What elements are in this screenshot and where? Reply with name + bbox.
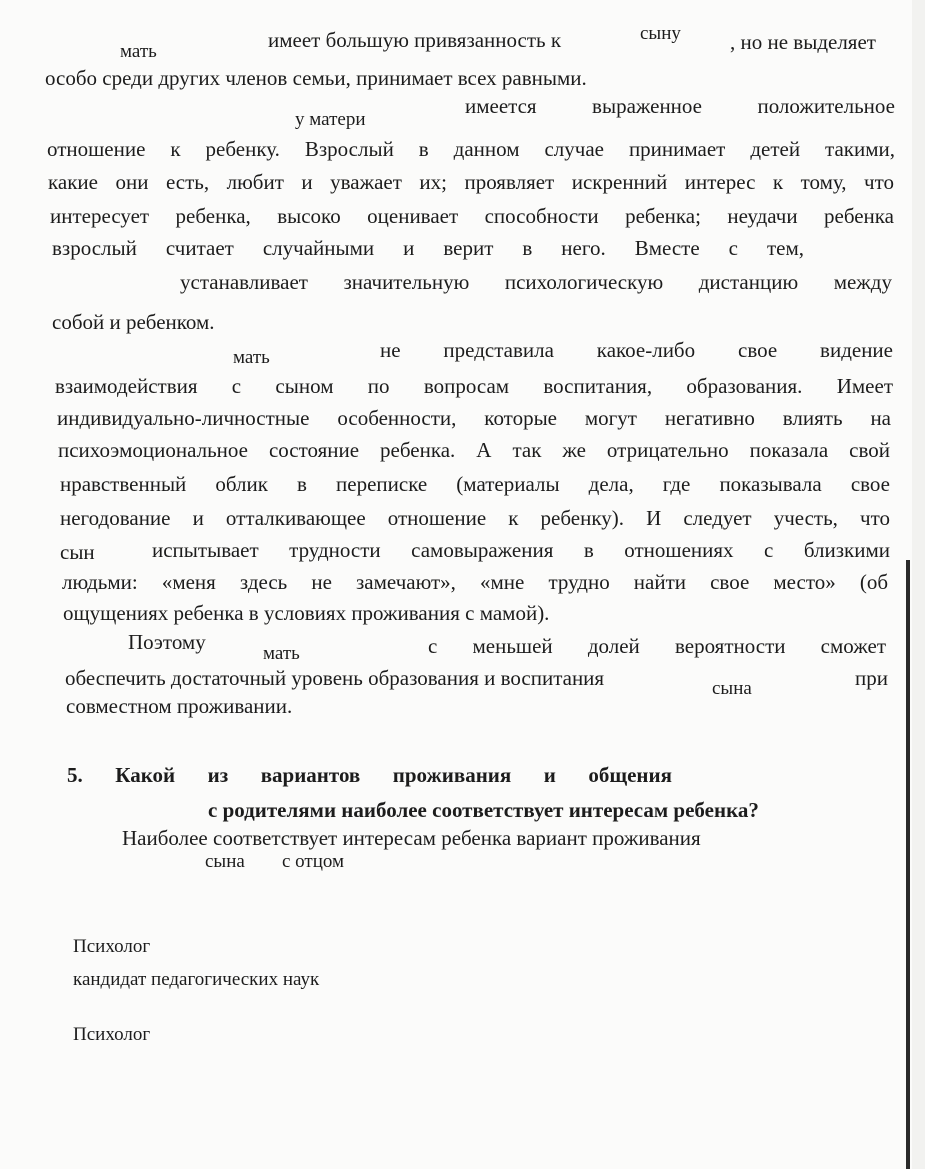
text: мать bbox=[263, 643, 300, 664]
text: у матери bbox=[295, 109, 366, 130]
text: мать bbox=[233, 347, 270, 368]
text: отношение к ребенку. Взрослый в данном случае принимает детей такими, bbox=[47, 137, 895, 161]
text: мать bbox=[120, 41, 157, 62]
text: интересует ребенка, высоко оценивает способности ребенка; неудачи ребенка bbox=[50, 204, 894, 228]
text: обеспечить достаточный уровень образования и воспитания bbox=[65, 666, 605, 690]
text: особо среди других членов семьи, принимает всех равными. bbox=[45, 66, 587, 90]
signer-degree: кандидат педагогических наук bbox=[73, 969, 320, 990]
text: совместном проживании. bbox=[66, 694, 293, 718]
text: устанавливает значительную психологическую дистанцию между bbox=[180, 270, 892, 294]
text: сына bbox=[712, 678, 752, 699]
text: сыну bbox=[640, 23, 681, 44]
answer-text: Наиболее соответствует интересам ребенка вариант проживания bbox=[122, 826, 701, 850]
text: собой и ребенком. bbox=[52, 310, 215, 334]
scan-edge bbox=[912, 0, 925, 1169]
signer-role: Психолог bbox=[73, 936, 151, 957]
text: индивидуально-личностные особенности, которые могут негативно влиять на bbox=[57, 406, 891, 430]
page-binding-shadow bbox=[906, 560, 910, 1169]
answer-text: с отцом bbox=[282, 851, 345, 872]
text: испытывает трудности самовыражения в отношениях с близкими bbox=[152, 538, 890, 562]
text: взрослый считает случайными и верит в него. Вместе с тем, bbox=[52, 236, 804, 260]
text: Поэтому bbox=[128, 630, 206, 654]
text: сын bbox=[60, 540, 95, 564]
text: людьми: «меня здесь не замечают», «мне трудно найти свое место» (об bbox=[62, 570, 888, 594]
text: имеет большую привязанность к bbox=[268, 28, 562, 52]
text: ощущениях ребенка в условиях проживания с мамой). bbox=[63, 601, 550, 625]
text: при bbox=[855, 666, 888, 690]
text: нравственный облик в переписке (материалы дела, где показывала свое bbox=[60, 472, 890, 496]
question-title: с родителями наиболее соответствует интересам ребенка? bbox=[208, 798, 759, 822]
text: не представила какое-либо свое видение bbox=[380, 338, 893, 362]
text: какие они есть, любит и уважает их; проявляет искренний интерес к тому, что bbox=[48, 170, 894, 194]
text: негодование и отталкивающее отношение к ребенку). И следует учесть, что bbox=[60, 506, 890, 530]
text: , но не выделяет bbox=[730, 30, 876, 54]
question-title: 5. Какой из вариантов проживания и общения bbox=[67, 763, 672, 787]
text: с меньшей долей вероятности сможет bbox=[428, 634, 886, 658]
text: взаимодействия с сыном по вопросам воспитания, образования. Имеет bbox=[55, 374, 893, 398]
answer-text: сына bbox=[205, 851, 245, 872]
text: имеется выраженное положительное bbox=[465, 94, 895, 118]
signer-role: Психолог bbox=[73, 1024, 151, 1045]
text: психоэмоциональное состояние ребенка. А так же отрицательно показала свой bbox=[58, 438, 890, 462]
